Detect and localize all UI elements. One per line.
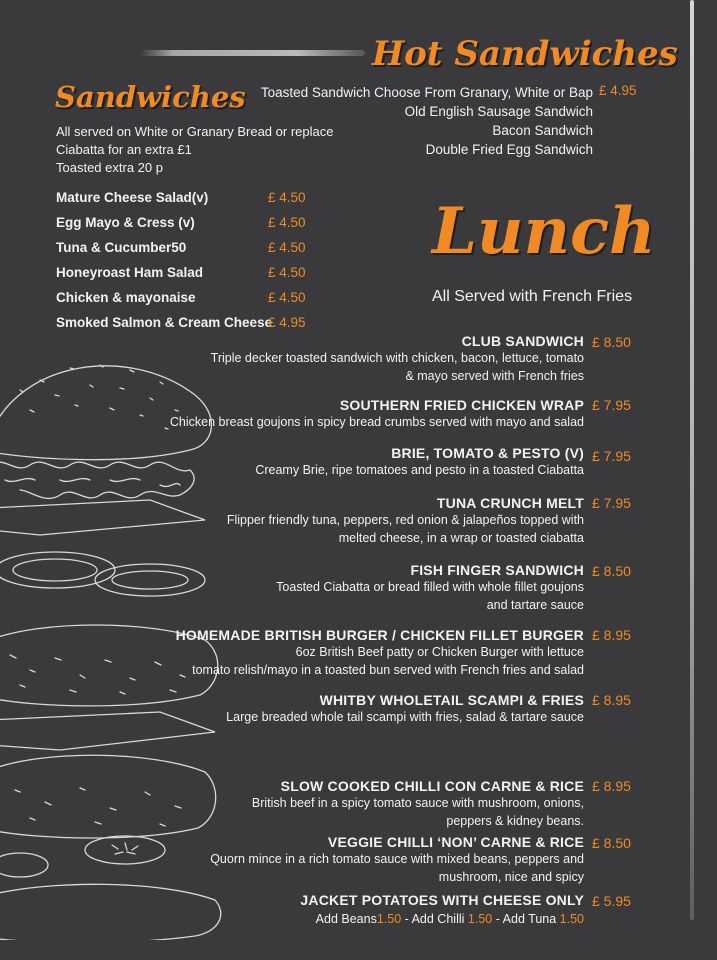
lunch-item-name: JACKET POTATOES WITH CHEESE ONLY xyxy=(300,892,584,908)
lunch-item-desc: Creamy Brie, ripe tomatoes and pesto in a toasted Ciabatta xyxy=(255,463,584,477)
sandwiches-note: Ciabatta for an extra £1 xyxy=(56,142,192,157)
lunch-item-desc: Triple decker toasted sandwich with chicken, bacon, lettuce, tomato xyxy=(210,351,584,365)
lunch-item-price: £ 8.95 xyxy=(592,778,631,794)
lunch-item-name: HOMEMADE BRITISH BURGER / CHICKEN FILLET BURGER xyxy=(175,627,584,643)
sandwich-item xyxy=(56,285,316,310)
lunch-item-desc: 6oz British Beef patty or Chicken Burger with lettuce xyxy=(295,645,584,659)
brush-stroke-horizontal xyxy=(140,50,365,56)
lunch-item-desc: and tartare sauce xyxy=(486,598,584,612)
lunch-item-price: £ 8.50 xyxy=(592,835,631,851)
lunch-item-name: VEGGIE CHILLI ‘NON’ CARNE & RICE xyxy=(327,834,584,850)
sandwiches-list xyxy=(56,185,316,335)
addon-label: Add Chilli xyxy=(411,912,465,926)
addon-price: 1.50 xyxy=(467,912,493,926)
lunch-subtitle: All Served with French Fries xyxy=(432,288,633,305)
sandwich-item xyxy=(56,185,316,210)
sandwich-price: £ 4.50 xyxy=(268,240,306,255)
sandwich-name: Mature Cheese Salad(v) xyxy=(56,190,209,205)
lunch-item-name: SOUTHERN FRIED CHICKEN WRAP xyxy=(339,397,584,413)
lunch-item-price: £ 8.50 xyxy=(592,563,631,579)
lunch-item-desc: Quorn mince in a rich tomato sauce with mixed beans, peppers and xyxy=(210,852,584,866)
lunch-item-veggie-chilli xyxy=(210,834,584,886)
sandwich-price: £ 4.50 xyxy=(268,215,306,230)
hot-sandwiches-title: Hot Sandwiches xyxy=(372,34,678,74)
sandwich-name: Egg Mayo & Cress (v) xyxy=(56,215,195,230)
lunch-item-name: SLOW COOKED CHILLI CON CARNE & RICE xyxy=(280,778,584,794)
hot-sandwiches-price: £ 4.95 xyxy=(599,83,637,98)
lunch-item-name: CLUB SANDWICH xyxy=(461,333,584,349)
lunch-item-desc: peppers & kidney beans. xyxy=(446,814,584,828)
lunch-item-jacket-potatoes xyxy=(300,892,584,928)
lunch-item-chicken-wrap xyxy=(170,397,584,431)
addon-label: Add Beans xyxy=(315,912,377,926)
lunch-item-price: £ 5.95 xyxy=(592,893,631,909)
lunch-item-burger xyxy=(176,627,584,679)
sandwich-name: Chicken & mayonaise xyxy=(56,290,196,305)
lunch-title: Lunch xyxy=(432,194,656,269)
lunch-item-desc: Large breaded whole tail scampi with fries, salad & tartare sauce xyxy=(226,710,584,724)
addon-price: 1.50 xyxy=(559,912,584,926)
lunch-item-desc: British beef in a spicy tomato sauce with mushroom, onions, xyxy=(251,796,584,810)
sandwich-item xyxy=(56,310,316,335)
sandwich-price: £ 4.50 xyxy=(268,290,306,305)
lunch-item-desc: & mayo served with French fries xyxy=(405,369,584,383)
sandwich-name: Honeyroast Ham Salad xyxy=(56,265,204,280)
lunch-item-desc: tomato relish/mayo in a toasted bun served with French fries and salad xyxy=(192,663,584,677)
hot-sandwich-item: Bacon Sandwich xyxy=(492,123,593,138)
sandwich-price: £ 4.95 xyxy=(268,315,306,330)
lunch-item-price: £ 8.50 xyxy=(592,334,631,350)
sandwich-name: Smoked Salmon & Cream Cheese xyxy=(56,315,273,330)
lunch-item-desc: Toasted Ciabatta or bread filled with whole fillet goujons xyxy=(276,580,584,594)
brush-stroke-vertical xyxy=(690,0,694,920)
hot-sandwich-item: Toasted Sandwich Choose From Granary, White or Bap xyxy=(260,85,593,100)
sandwich-item xyxy=(56,260,316,285)
lunch-item-fish-finger xyxy=(276,562,584,614)
lunch-item-desc: melted cheese, in a wrap or toasted ciabatta xyxy=(338,531,584,545)
lunch-item-price: £ 7.95 xyxy=(592,397,631,413)
lunch-item-name: TUNA CRUNCH MELT xyxy=(436,495,584,511)
lunch-item-price: £ 7.95 xyxy=(592,448,631,464)
hot-sandwich-item: Old English Sausage Sandwich xyxy=(404,104,593,119)
sandwiches-note: Toasted extra 20 p xyxy=(56,160,163,175)
sandwich-price: £ 4.50 xyxy=(268,190,306,205)
lunch-item-desc: mushroom, nice and spicy xyxy=(438,870,584,884)
lunch-item-price: £ 7.95 xyxy=(592,495,631,511)
sandwich-price: £ 4.50 xyxy=(268,265,306,280)
addon-separator: - xyxy=(492,912,503,926)
sandwich-item xyxy=(56,210,316,235)
lunch-item-name: WHITBY WHOLETAIL SCAMPI & FRIES xyxy=(319,692,584,708)
lunch-item-tuna-melt xyxy=(227,495,584,547)
lunch-item-name: BRIE, TOMATO & PESTO (V) xyxy=(391,445,584,461)
hot-sandwich-item: Double Fried Egg Sandwich xyxy=(425,142,593,157)
sandwiches-title: Sandwiches xyxy=(55,80,246,114)
lunch-item-club-sandwich xyxy=(211,333,584,385)
addon-price: 1.50 xyxy=(376,912,402,926)
lunch-item-price: £ 8.95 xyxy=(592,692,631,708)
lunch-item-name: FISH FINGER SANDWICH xyxy=(410,562,584,578)
sandwiches-note: All served on White or Granary Bread or replace xyxy=(56,124,334,139)
lunch-item-price: £ 8.95 xyxy=(592,627,631,643)
jacket-addons xyxy=(300,910,584,928)
sandwich-item xyxy=(56,235,316,260)
lunch-item-desc: Flipper friendly tuna, peppers, red onion & jalapeños topped with xyxy=(226,513,584,527)
sandwich-name: Tuna & Cucumber50 xyxy=(56,240,187,255)
lunch-item-desc: Chicken breast goujons in spicy bread crumbs served with mayo and salad xyxy=(169,415,584,429)
addon-separator: - xyxy=(401,912,412,926)
lunch-item-chilli-con-carne xyxy=(252,778,584,830)
lunch-item-scampi xyxy=(226,692,584,726)
lunch-item-brie xyxy=(255,445,584,479)
addon-label: Add Tuna xyxy=(502,912,557,926)
sandwiches-notes xyxy=(56,123,333,177)
